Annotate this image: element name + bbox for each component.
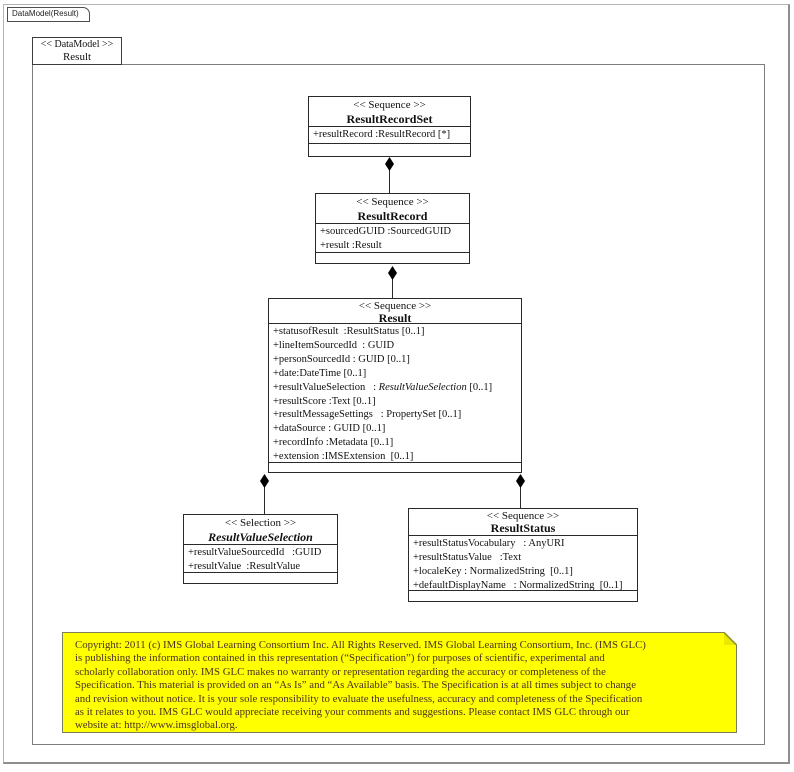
class-name-label: ResultStatus (490, 521, 556, 535)
attributes-compartment (409, 536, 637, 591)
attribute-row: +dataSource : GUID [0..1] (273, 423, 386, 435)
copyright-line: website at: http://www.imsglobal.org. (75, 719, 238, 732)
operations-compartment (316, 253, 469, 263)
attributes-compartment (269, 324, 521, 463)
diagram-name-tab: DataModel(Result) (7, 7, 90, 22)
stereotype-label: << Sequence >> (356, 196, 429, 208)
class-header (269, 299, 521, 324)
attribute-row: +resultMessageSettings : PropertySet [0..1] (273, 409, 462, 421)
copyright-line: scholarly collaboration only. IMS GLC makes no warranty or representation regarding the accuracy or completeness of the (75, 665, 606, 678)
class-name-label: ResultValueSelection (208, 530, 313, 544)
attribute-row: +resultValueSourcedId :GUID (188, 547, 322, 558)
connector-line (392, 279, 393, 298)
attribute-row: +resultScore :Text [0..1] (273, 395, 376, 407)
attributes-compartment (309, 127, 470, 144)
attributes-compartment (316, 224, 469, 253)
stereotype-label: << Selection >> (224, 517, 297, 529)
attribute-row: +resultStatusVocabulary : AnyURI (413, 538, 565, 549)
attribute-type-italic: ResultValueSelection (378, 381, 467, 393)
frame-label-box (32, 37, 122, 65)
attribute-row: +resultRecord :ResultRecord [*] (313, 129, 451, 140)
class-header (316, 194, 469, 224)
operations-compartment (409, 591, 637, 601)
copyright-note (62, 632, 737, 733)
class-name-label: ResultRecord (357, 209, 428, 223)
class-result (268, 298, 522, 473)
copyright-line: as it relates to you. IMS GLC would appreciate receiving your comments and suggestions. Please contact IMS GLC through our (75, 706, 630, 719)
copyright-line: Specification. This material is provided on an “As Is” and “As Available” basis. The Specification is at all times subject to change (75, 679, 636, 692)
class-name-label: Result (378, 311, 412, 325)
attribute-row: +lineItemSourcedId : GUID (273, 339, 395, 351)
attribute-row-resultvalueselection (273, 381, 521, 395)
note-fold-corner-icon (724, 632, 737, 645)
copyright-line: and revision without notice. It is your sole responsibility to evaluate the usefulness, accuracy and completeness of the Specification (75, 692, 643, 705)
attribute-suffix: [0..1] (466, 381, 493, 393)
class-resultvalueselection (183, 514, 338, 584)
frame-name: Result (62, 51, 92, 63)
class-header (184, 515, 337, 545)
attribute-prefix: +resultValueSelection : (273, 381, 379, 393)
attribute-row: +defaultDisplayName : NormalizedString [0..1] (413, 579, 623, 591)
attribute-row: +sourcedGUID :SourcedGUID (320, 226, 452, 237)
class-resultrecordset (308, 96, 471, 157)
attribute-row: +statusofResult :ResultStatus [0..1] (273, 326, 425, 337)
operations-compartment (309, 144, 470, 156)
attribute-row: +result :Result (320, 239, 382, 251)
attribute-row: +date:DateTime [0..1] (273, 367, 367, 379)
class-resultrecord (315, 193, 470, 264)
attribute-row: +recordInfo :Metadata [0..1] (273, 437, 394, 449)
class-name-label: ResultRecordSet (346, 112, 433, 126)
copyright-text (63, 633, 736, 733)
stereotype-label: << Sequence >> (353, 99, 426, 111)
class-header (309, 97, 470, 127)
attribute-row: +resultValue :ResultValue (188, 560, 301, 572)
attribute-row: +localeKey : NormalizedString [0..1] (413, 565, 573, 577)
class-resultstatus (408, 508, 638, 602)
frame-stereotype: << DataModel >> (40, 39, 114, 50)
operations-compartment (184, 573, 337, 583)
copyright-line: Copyright: 2011 (c) IMS Global Learning Consortium Inc. All Rights Reserved. IMS Global Learning Consortium, Inc. (IMS GLC) (75, 639, 646, 651)
attribute-row: +personSourcedId : GUID [0..1] (273, 353, 410, 365)
copyright-line: is publishing the information contained in this representation (“Specification”) for purposes of scientific, experimental and (75, 652, 605, 665)
class-header (409, 509, 637, 536)
attribute-row: +extension :IMSExtension [0..1] (273, 451, 414, 463)
attributes-compartment (184, 545, 337, 573)
attribute-row: +resultStatusValue :Text (413, 551, 522, 563)
connector-line (264, 487, 265, 515)
connector-line (520, 487, 521, 508)
stereotype-label: << Sequence >> (486, 510, 560, 522)
stereotype-label: << Sequence >> (358, 300, 432, 312)
operations-compartment (269, 463, 521, 472)
connector-line (389, 170, 390, 193)
